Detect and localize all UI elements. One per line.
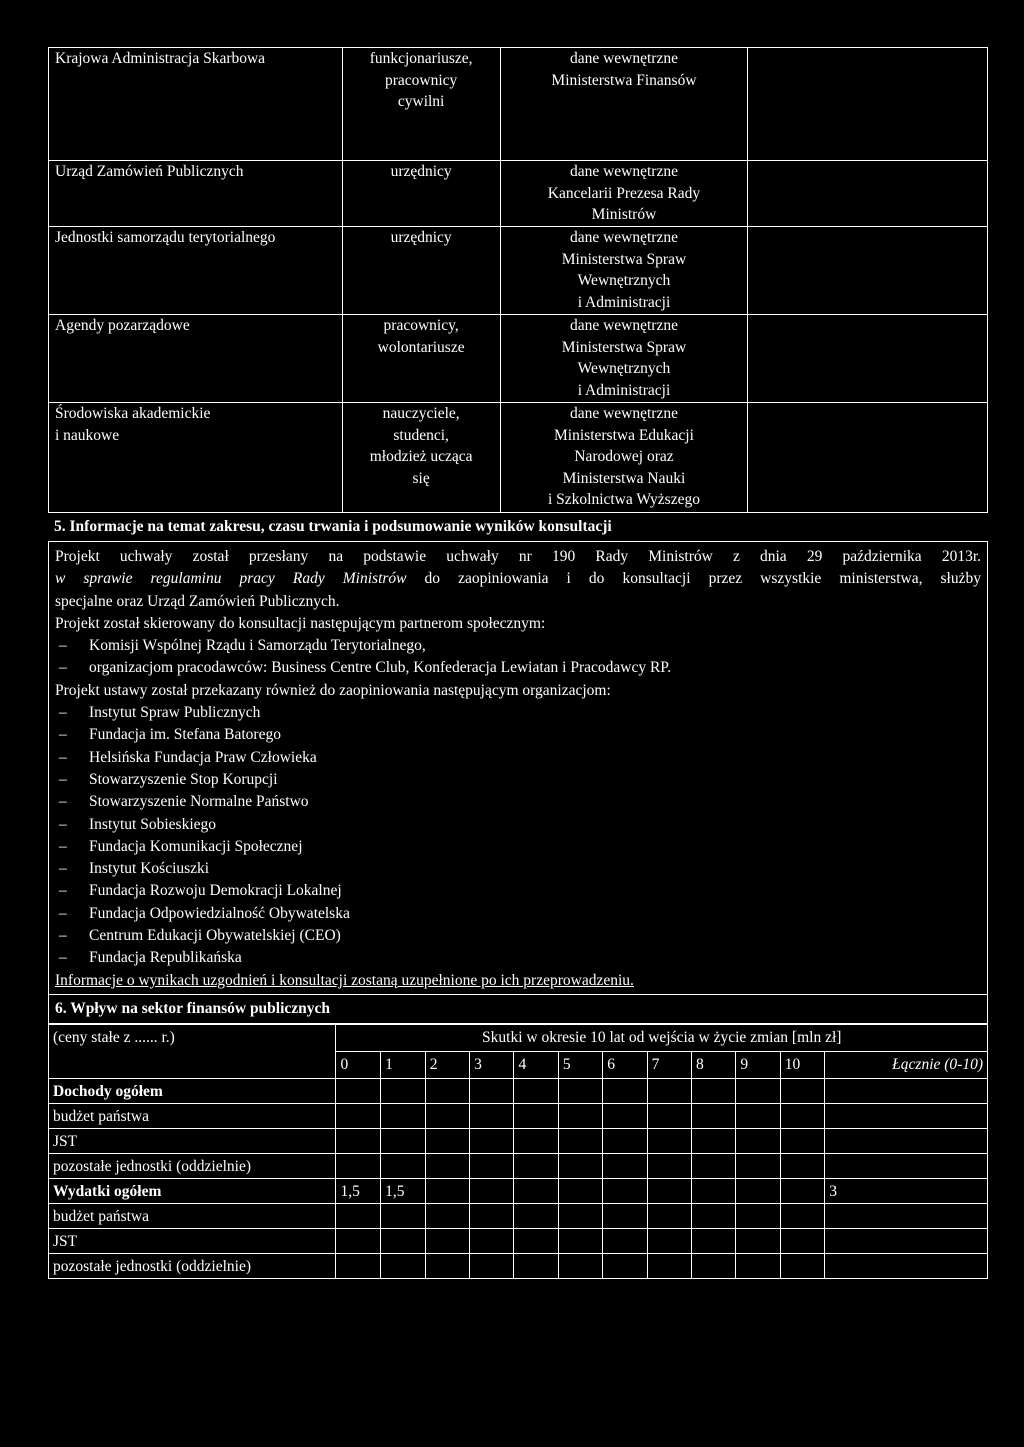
- list-item: – Komisji Wspólnej Rządu i Samorządu Terytorialnego,: [59, 637, 426, 655]
- value-cell: [558, 1078, 602, 1103]
- value-cell: [603, 1228, 647, 1253]
- value-cell: [558, 1128, 602, 1153]
- total-header: Łącznie (0-10): [825, 1051, 988, 1078]
- total-cell: [825, 1153, 988, 1178]
- value-cell: [780, 1128, 825, 1153]
- list-item: – Fundacja Rozwoju Demokracji Lokalnej: [59, 882, 342, 900]
- finance-table: [48, 1024, 988, 1279]
- value-cell: [647, 1178, 691, 1203]
- value-cell: [425, 1103, 469, 1128]
- group-cell: urzędnicy: [342, 227, 500, 315]
- value-cell: [780, 1153, 825, 1178]
- year-header-0: 0: [336, 1051, 381, 1078]
- row-label: Dochody ogółem: [49, 1078, 336, 1103]
- value-cell: [558, 1228, 602, 1253]
- table-row: [49, 1128, 988, 1153]
- year-header-2: 2: [425, 1051, 469, 1078]
- entity-cell: Środowiska akademickie i naukowe: [49, 403, 343, 513]
- value-cell: [736, 1103, 780, 1128]
- year-header-7: 7: [647, 1051, 691, 1078]
- value-cell: [691, 1203, 735, 1228]
- empty-cell: [748, 161, 988, 227]
- list-item: – Instytut Kościuszki: [59, 860, 210, 878]
- value-cell: [514, 1253, 558, 1278]
- total-cell: [825, 1078, 988, 1103]
- value-cell: [425, 1078, 469, 1103]
- value-cell: [381, 1253, 426, 1278]
- consultation-groups-table: [48, 47, 988, 513]
- value-cell: [736, 1228, 780, 1253]
- value-cell: [514, 1128, 558, 1153]
- value-cell: [336, 1128, 381, 1153]
- value-cell: [514, 1228, 558, 1253]
- value-cell: [736, 1253, 780, 1278]
- group-cell: nauczyciele, studenci, młodzież ucząca się: [342, 403, 500, 513]
- value-cell: [647, 1203, 691, 1228]
- value-cell: [470, 1178, 514, 1203]
- organizations-intro: Projekt ustawy został przekazany również do zaopiniowania następującym organizacjom:: [55, 681, 611, 699]
- consultation-paragraph-line: Projekt uchwały został przesłany na podstawie uchwały nr 190 Rady Ministrów z dnia 29 października 2013r.: [55, 548, 981, 565]
- row-label: pozostałe jednostki (oddzielnie): [49, 1253, 336, 1278]
- value-cell: [470, 1078, 514, 1103]
- total-cell: [825, 1103, 988, 1128]
- value-cell: [514, 1103, 558, 1128]
- value-cell: [736, 1128, 780, 1153]
- value-cell: [691, 1103, 735, 1128]
- total-cell: [825, 1253, 988, 1278]
- value-cell: [691, 1078, 735, 1103]
- total-cell: [825, 1128, 988, 1153]
- value-cell: [514, 1178, 558, 1203]
- total-cell: [825, 1228, 988, 1253]
- value-cell: [780, 1253, 825, 1278]
- year-header-8: 8: [691, 1051, 735, 1078]
- value-cell: [381, 1078, 426, 1103]
- value-cell: [603, 1103, 647, 1128]
- value-cell: [336, 1103, 381, 1128]
- consultation-paragraph-line: w sprawie regulaminu pracy Rady Ministrów do zaopiniowania i do konsultacji przez wszystkie ministerstwa, służby: [55, 570, 981, 588]
- value-cell: [603, 1128, 647, 1153]
- value-cell: [647, 1228, 691, 1253]
- empty-cell: [748, 48, 988, 161]
- total-cell: [825, 1203, 988, 1228]
- value-cell: [603, 1253, 647, 1278]
- table-row: [49, 1253, 988, 1278]
- value-cell: [381, 1153, 426, 1178]
- year-header-4: 4: [514, 1051, 558, 1078]
- list-item: – Instytut Spraw Publicznych: [59, 704, 261, 722]
- group-cell: urzędnicy: [342, 161, 500, 227]
- partners-intro: Projekt został skierowany do konsultacji następującym partnerom społecznym:: [55, 614, 546, 632]
- table-row: [49, 315, 988, 403]
- document-page: [48, 47, 988, 1279]
- group-cell: pracownicy, wolontariusze: [342, 315, 500, 403]
- value-cell: [647, 1103, 691, 1128]
- value-cell: [470, 1153, 514, 1178]
- value-cell: [736, 1203, 780, 1228]
- row-label: Wydatki ogółem: [49, 1178, 336, 1203]
- source-cell: dane wewnętrzne Ministerstwa Spraw Wewnętrznych i Administracji: [500, 227, 748, 315]
- empty-cell: [748, 315, 988, 403]
- source-cell: dane wewnętrzne Ministerstwa Spraw Wewnętrznych i Administracji: [500, 315, 748, 403]
- value-cell: [425, 1178, 469, 1203]
- value-cell: [603, 1178, 647, 1203]
- row-label: pozostałe jednostki (oddzielnie): [49, 1153, 336, 1178]
- value-cell: [691, 1178, 735, 1203]
- closing-note: Informacje o wynikach uzgodnień i konsultacji zostaną uzupełnione po ich przeprowadzeniu.: [55, 971, 634, 989]
- year-header-3: 3: [470, 1051, 514, 1078]
- value-cell: 1,5: [381, 1178, 426, 1203]
- value-cell: [470, 1228, 514, 1253]
- prices-label: (ceny stałe z ...... r.): [49, 1024, 336, 1051]
- value-cell: [425, 1228, 469, 1253]
- value-cell: [603, 1203, 647, 1228]
- year-header-9: 9: [736, 1051, 780, 1078]
- value-cell: [558, 1178, 602, 1203]
- value-cell: [558, 1153, 602, 1178]
- total-cell: 3: [825, 1178, 988, 1203]
- consultation-paragraph-line: specjalne oraz Urząd Zamówień Publicznych.: [55, 592, 340, 610]
- row-label: JST: [49, 1228, 336, 1253]
- value-cell: 1,5: [336, 1178, 381, 1203]
- list-item: – Fundacja Komunikacji Społecznej: [59, 837, 303, 855]
- value-cell: [425, 1253, 469, 1278]
- value-cell: [558, 1203, 602, 1228]
- year-header-1: 1: [381, 1051, 426, 1078]
- list-item: – Instytut Sobieskiego: [59, 815, 217, 833]
- value-cell: [780, 1078, 825, 1103]
- row-label: budżet państwa: [49, 1103, 336, 1128]
- value-cell: [603, 1078, 647, 1103]
- value-cell: [691, 1128, 735, 1153]
- list-item: – Fundacja Republikańska: [59, 949, 242, 967]
- list-item: – Helsińska Fundacja Praw Człowieka: [59, 748, 317, 766]
- value-cell: [470, 1128, 514, 1153]
- section-5-body: [48, 541, 988, 995]
- value-cell: [691, 1253, 735, 1278]
- table-row: [49, 227, 988, 315]
- value-cell: [381, 1128, 426, 1153]
- value-cell: [647, 1128, 691, 1153]
- group-cell: funkcjonariusze, pracownicy cywilni: [342, 48, 500, 161]
- table-row: [49, 1228, 988, 1253]
- section-5-title: 5. Informacje na temat zakresu, czasu trwania i podsumowanie wyników konsultacji: [54, 518, 612, 535]
- value-cell: [647, 1078, 691, 1103]
- effects-header: Skutki w okresie 10 lat od wejścia w życie zmian [mln zł]: [336, 1024, 988, 1051]
- value-cell: [381, 1103, 426, 1128]
- value-cell: [425, 1153, 469, 1178]
- value-cell: [558, 1103, 602, 1128]
- value-cell: [780, 1203, 825, 1228]
- value-cell: [336, 1203, 381, 1228]
- entity-cell: Urząd Zamówień Publicznych: [49, 161, 343, 227]
- value-cell: [691, 1228, 735, 1253]
- finance-header-row: [49, 1024, 988, 1051]
- row-label: budżet państwa: [49, 1203, 336, 1228]
- empty-cell: [748, 227, 988, 315]
- value-cell: [470, 1253, 514, 1278]
- table-row: [49, 1103, 988, 1128]
- year-header-5: 5: [558, 1051, 602, 1078]
- row-label: JST: [49, 1128, 336, 1153]
- value-cell: [691, 1153, 735, 1178]
- value-cell: [336, 1078, 381, 1103]
- value-cell: [470, 1203, 514, 1228]
- table-row: [49, 403, 988, 513]
- table-row: [49, 161, 988, 227]
- table-row: [49, 1078, 988, 1103]
- value-cell: [736, 1153, 780, 1178]
- value-cell: [425, 1203, 469, 1228]
- value-cell: [736, 1078, 780, 1103]
- entity-cell: Agendy pozarządowe: [49, 315, 343, 403]
- value-cell: [470, 1103, 514, 1128]
- years-row: [49, 1051, 988, 1078]
- value-cell: [514, 1078, 558, 1103]
- list-item: – Fundacja im. Stefana Batorego: [59, 726, 281, 744]
- year-header-10: 10: [780, 1051, 825, 1078]
- value-cell: [780, 1228, 825, 1253]
- entity-cell: Jednostki samorządu terytorialnego: [49, 227, 343, 315]
- table-row: [49, 48, 988, 161]
- value-cell: [647, 1253, 691, 1278]
- source-cell: dane wewnętrzne Kancelarii Prezesa Rady Ministrów: [500, 161, 748, 227]
- value-cell: [425, 1128, 469, 1153]
- value-cell: [381, 1203, 426, 1228]
- list-item: – Fundacja Odpowiedzialność Obywatelska: [59, 904, 350, 922]
- table-row: [49, 1153, 988, 1178]
- list-item: – Stowarzyszenie Normalne Państwo: [59, 793, 309, 811]
- empty-cell: [49, 1051, 336, 1078]
- empty-cell: [748, 403, 988, 513]
- list-item: – organizacjom pracodawców: Business Centre Club, Konfederacja Lewiatan i Pracodawcy RP.: [59, 659, 672, 677]
- year-header-6: 6: [603, 1051, 647, 1078]
- value-cell: [780, 1103, 825, 1128]
- table-row: [49, 1203, 988, 1228]
- entity-cell: Krajowa Administracja Skarbowa: [49, 48, 343, 161]
- value-cell: [381, 1228, 426, 1253]
- section-6-title: 6. Wpływ na sektor finansów publicznych: [48, 995, 988, 1024]
- value-cell: [736, 1178, 780, 1203]
- value-cell: [514, 1203, 558, 1228]
- value-cell: [780, 1178, 825, 1203]
- list-item: – Stowarzyszenie Stop Korupcji: [59, 770, 278, 788]
- value-cell: [558, 1253, 602, 1278]
- value-cell: [603, 1153, 647, 1178]
- value-cell: [514, 1153, 558, 1178]
- source-cell: dane wewnętrzne Ministerstwa Finansów: [500, 48, 748, 161]
- source-cell: dane wewnętrzne Ministerstwa Edukacji Narodowej oraz Ministerstwa Nauki i Szkolnictwa Wyższego: [500, 403, 748, 513]
- value-cell: [336, 1253, 381, 1278]
- value-cell: [336, 1228, 381, 1253]
- table-row: [49, 1178, 988, 1203]
- value-cell: [647, 1153, 691, 1178]
- list-item: – Centrum Edukacji Obywatelskiej (CEO): [59, 927, 341, 945]
- value-cell: [336, 1153, 381, 1178]
